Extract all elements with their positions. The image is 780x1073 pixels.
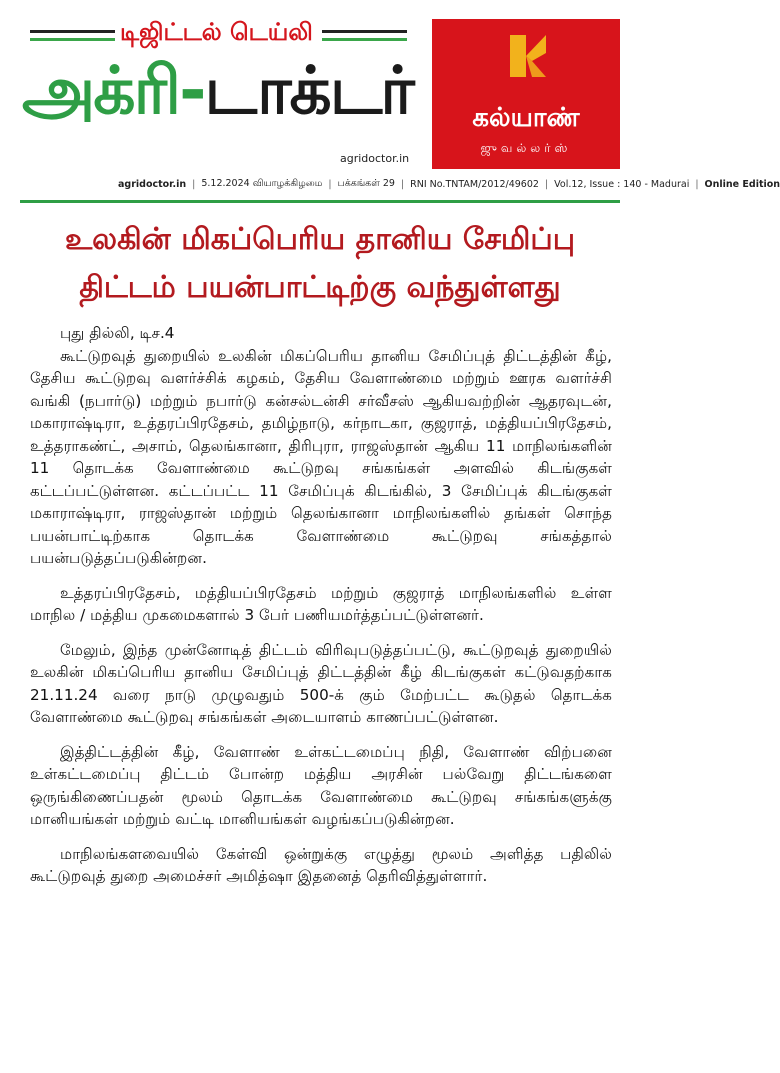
meta-edition: Online Edition: [704, 178, 780, 190]
meta-separator: |: [400, 178, 405, 190]
headline-line-1: உலகின் மிகப்பெரிய தானிய சேமிப்பு: [64, 222, 576, 257]
decorative-line: [30, 30, 115, 33]
article-paragraph: இத்திட்டத்தின் கீழ், வேளாண் உள்கட்டமைப்பு நிதி, வேளாண் விற்பனை உள்கட்டமைப்பு திட்டம் போன்ற மத்திய அரசின் பல்வேறு திட்டங்களை ஒருங்கிணைப்பதன் மூலம் தொடக்க வேளாண்மை கூட்டுறவு சங்கங்களுக்கு மானியங்கள் மற்றும் வட்டி மானியங்கள் வழங்கப்படுகின்றன.: [30, 742, 612, 828]
masthead-tagline: டிஜிட்டல் டெய்லி: [120, 18, 313, 46]
issue-meta-bar: [118, 178, 780, 190]
ad-title: கல்யாண்: [472, 103, 580, 133]
masthead: [0, 0, 780, 200]
site-label: agridoctor.in: [340, 152, 410, 165]
masthead-rule: [20, 200, 620, 203]
article-paragraph: உத்தரப்பிரதேசம், மத்தியப்பிரதேசம் மற்றும் குஜராத் மாநிலங்களில் உள்ள மாநில / மத்திய முகமைகளால் 3 பேர் பணியமர்த்தப்பட்டுள்ளனர்.: [30, 583, 612, 624]
meta-rni: RNI No.TNTAM/2012/49602: [410, 178, 539, 190]
meta-separator: |: [192, 178, 196, 190]
article-body: [30, 322, 612, 900]
meta-separator: |: [695, 178, 699, 190]
decorative-line: [322, 30, 407, 33]
dateline: புது தில்லி, டிச.4: [60, 324, 175, 342]
decorative-line: [30, 38, 115, 41]
brand-part-2: டாக்டர்: [204, 52, 413, 129]
article-paragraph: மாநிலங்களவையில் கேள்வி ஒன்றுக்கு எழுத்து மூலம் அளித்த பதிலில் கூட்டுறவுத் துறை அமைச்சர் அமித்ஷா இதனைத் தெரிவித்துள்ளார்.: [30, 844, 612, 885]
meta-volume: Vol.12, Issue : 140 - Madurai: [554, 178, 690, 190]
meta-pages: பக்கங்கள் 29: [337, 178, 395, 189]
headline-line-2: திட்டம் பயன்பாட்டிற்கு வந்துள்ளது: [79, 270, 561, 305]
meta-site: agridoctor.in: [118, 178, 187, 190]
decorative-line: [322, 38, 407, 41]
brand-part-1: அக்ரி-: [22, 52, 205, 129]
meta-separator: |: [328, 178, 332, 190]
ad-subtitle: ஜுவல்லர்ஸ்: [480, 141, 572, 155]
meta-separator: |: [544, 178, 549, 190]
headline: [30, 216, 610, 312]
kalyan-k-logo-icon: [502, 31, 552, 81]
article-paragraph: மேலும், இந்த முன்னோடித் திட்டம் விரிவுபடுத்தப்பட்டு, கூட்டுறவுத் துறையில் உலகின் மிகப்பெரிய தானிய சேமிப்புத் திட்டத்தின் கீழ் கிடங்குகள் கட்டுவதற்காக 21.11.24 வரை நாடு முழுவதும் 500-க் கும் மேற்பட்ட கூடுதல் தொடக்க வேளாண்மை கூட்டுறவு சங்கங்கள் அடையாளம் காணப்பட்டுள்ளன.: [30, 640, 612, 726]
advertisement[interactable]: [432, 19, 620, 169]
article-paragraph: கூட்டுறவுத் துறையில் உலகின் மிகப்பெரிய தானிய சேமிப்புத் திட்டத்தின் கீழ், தேசிய கூட்டுறவு வளர்ச்சிக் கழகம், தேசிய வேளாண்மை மற்றும் ஊரக வளர்ச்சி வங்கி (நபார்டு) மற்றும் நபார்டு கன்சல்டன்சி சர்வீசஸ் ஆகியவற்றின் ஆதரவுடன், மகாராஷ்டிரா, உத்தரப்பிரதேசம், தமிழ்நாடு, கர்நாடகா, குஜராத், மத்தியப்பிரதேசம், உத்தராகண்ட், அசாம், தெலங்கானா, திரிபுரா, ராஜஸ்தான் ஆகிய 11 மாநிலங்களின் 11 தொடக்க வேளாண்மை கூட்டுறவு சங்கங்கள் அளவில் கிடங்குகள் கட்டப்பட்டுள்ளன. கட்டப்பட்ட 11 சேமிப்புக் கிடங்கில், 3 சேமிப்புக் கிடங்குகள் மகாராஷ்டிரா, ராஜஸ்தான் மற்றும் தெலங்கானா மாநிலங்களில் தங்கள் சொந்த பயன்பாட்டிற்காக தொடக்க வேளாண்மை கூட்டுறவு சங்கத்தால் பயன்படுத்தப்படுகின்றன.: [30, 346, 612, 567]
newspaper-brand: [22, 52, 413, 129]
meta-date: 5.12.2024 வியாழக்கிழமை: [201, 178, 323, 189]
